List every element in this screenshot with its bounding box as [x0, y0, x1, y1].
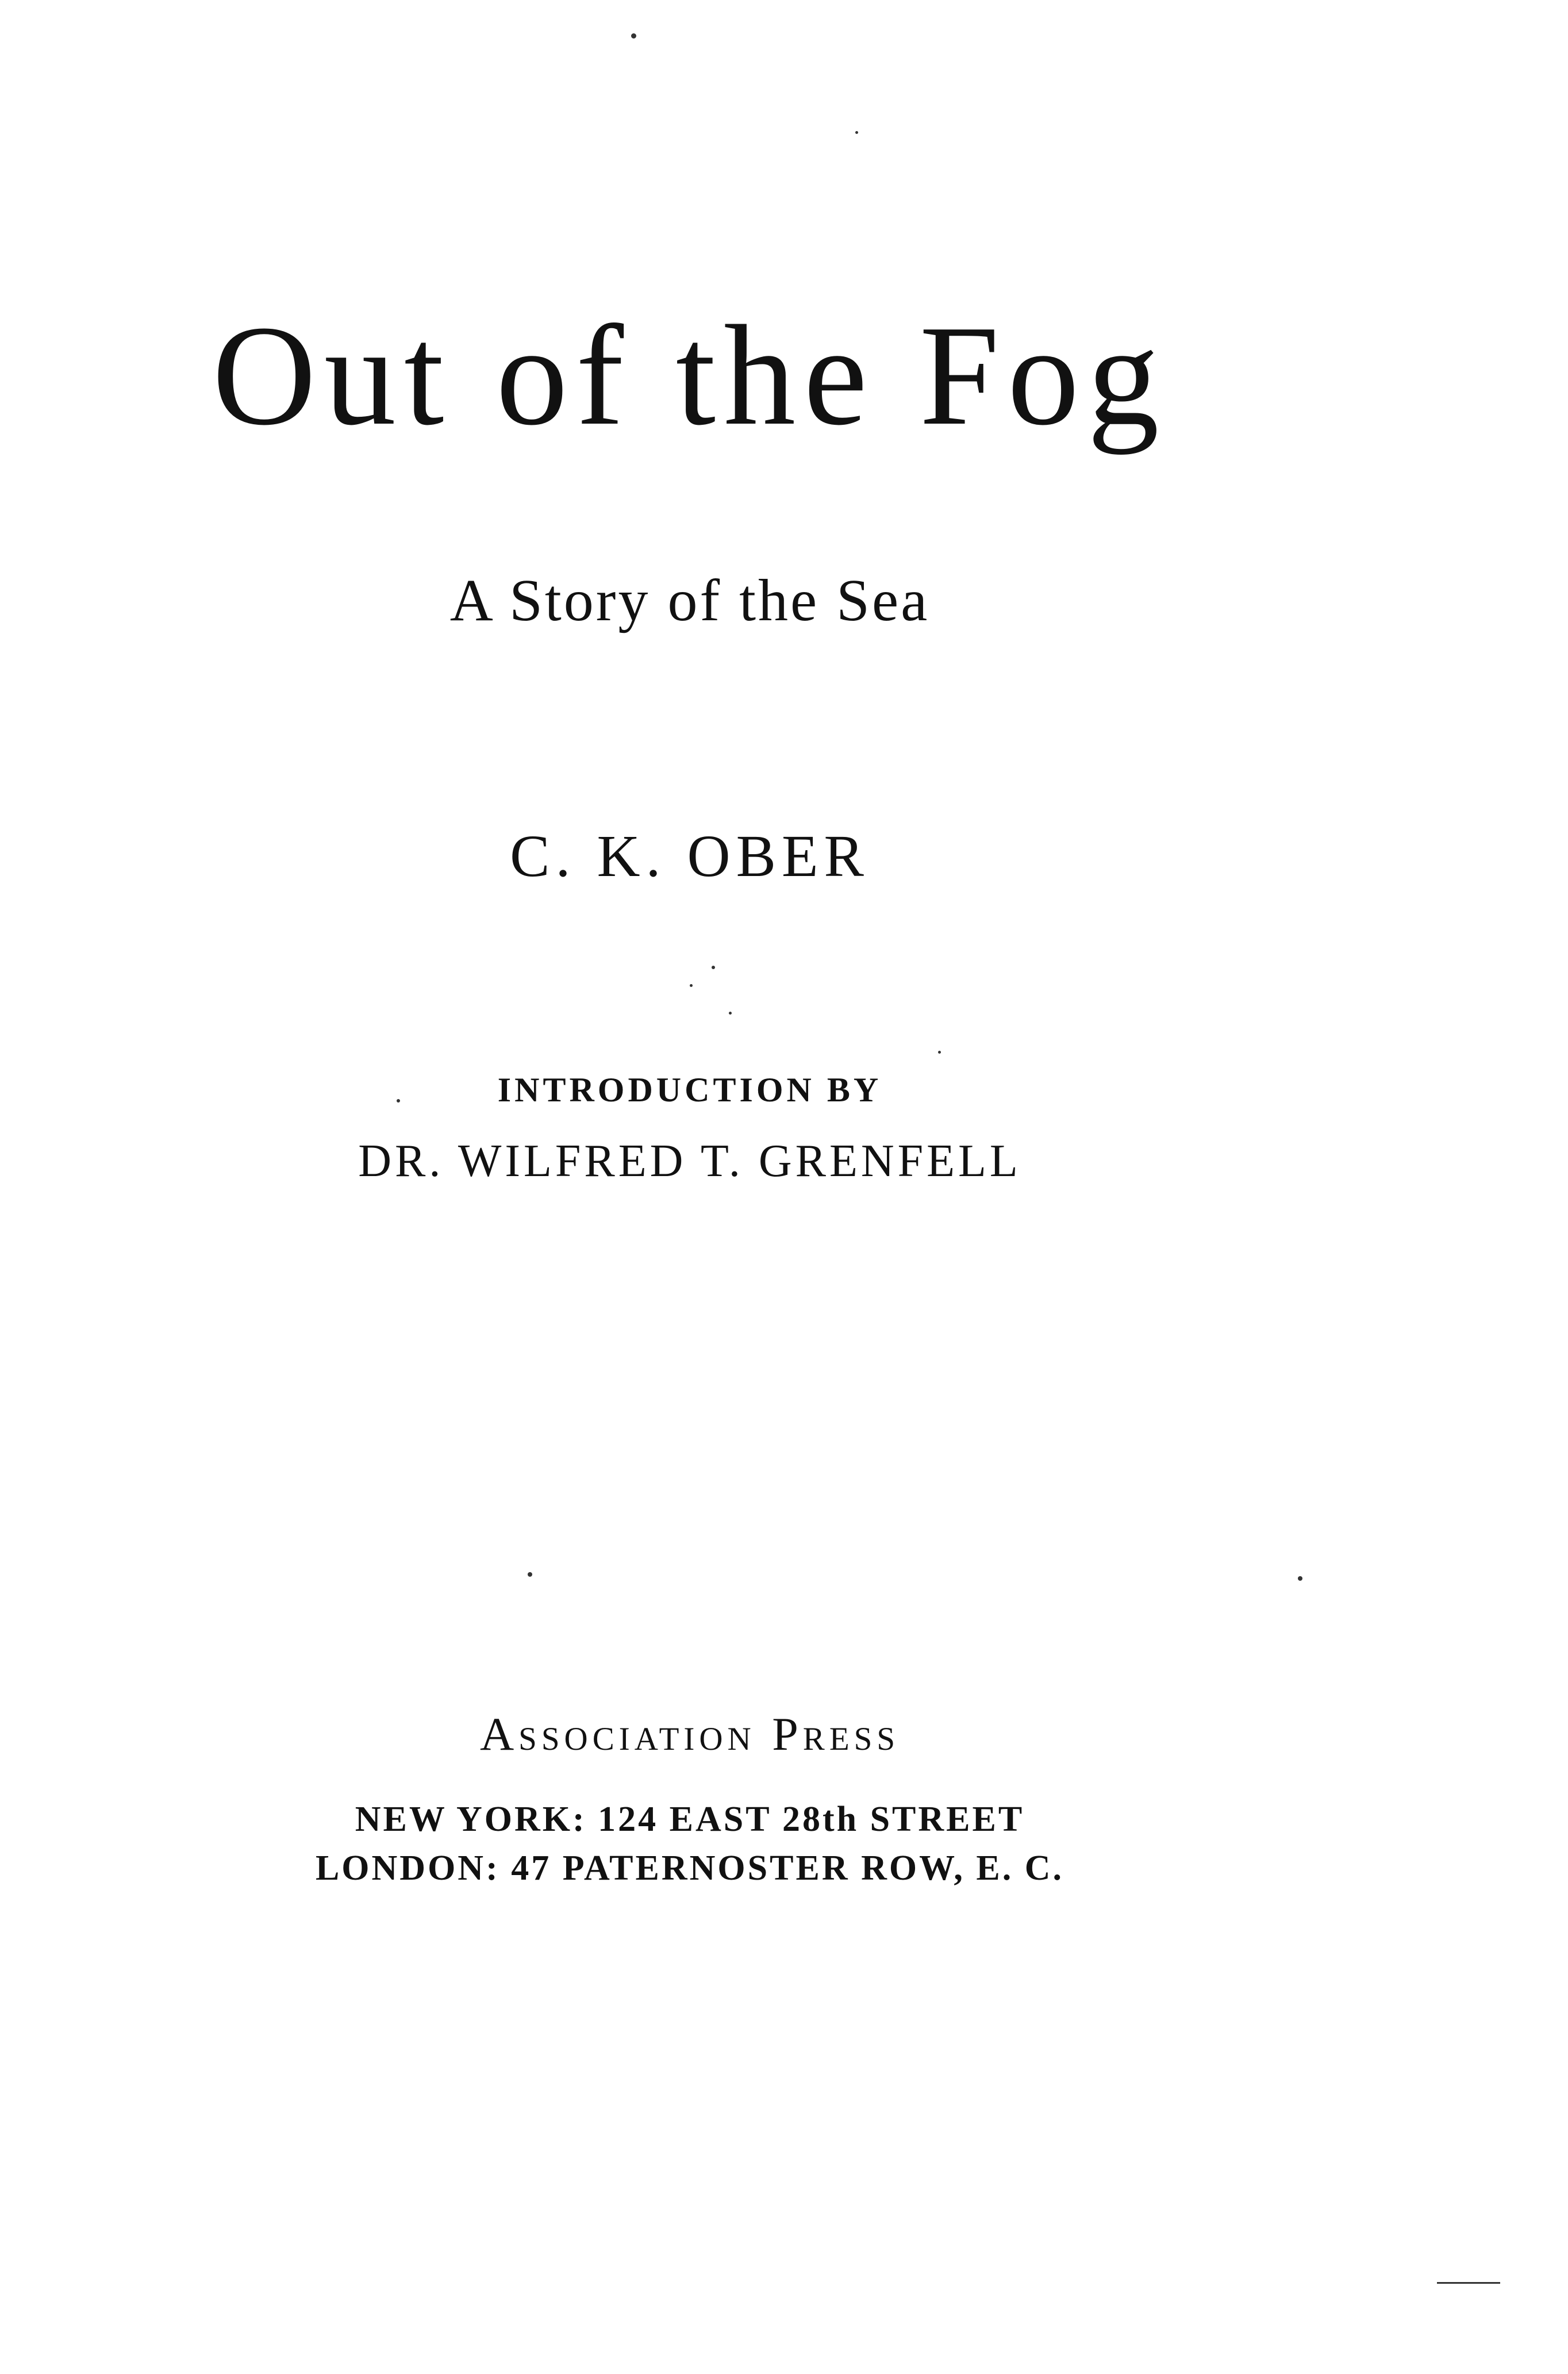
author-name: C. K. OBER	[510, 823, 870, 889]
scan-speck	[712, 966, 715, 969]
publisher-address-london: LONDON: 47 PATERNOSTER ROW, E. C.	[315, 1849, 1064, 1888]
corner-rule	[1437, 2282, 1500, 2284]
scan-speck	[1298, 1576, 1302, 1581]
publisher-name: Association Press	[479, 1708, 900, 1760]
publisher-address-new-york: NEW YORK: 124 EAST 28th STREET	[355, 1800, 1025, 1839]
scan-speck	[855, 131, 858, 134]
introduction-author: DR. WILFRED T. GRENFELL	[358, 1136, 1021, 1186]
book-title: Out of the Fog	[212, 296, 1167, 455]
scan-speck	[397, 1099, 400, 1103]
book-subtitle: A Story of the Sea	[449, 567, 930, 633]
scan-speck	[729, 1012, 732, 1015]
scan-speck	[528, 1572, 532, 1577]
scan-speck	[631, 33, 636, 39]
introduction-label: INTRODUCTION BY	[497, 1071, 882, 1109]
scan-speck	[938, 1051, 941, 1054]
scan-speck	[690, 984, 693, 987]
